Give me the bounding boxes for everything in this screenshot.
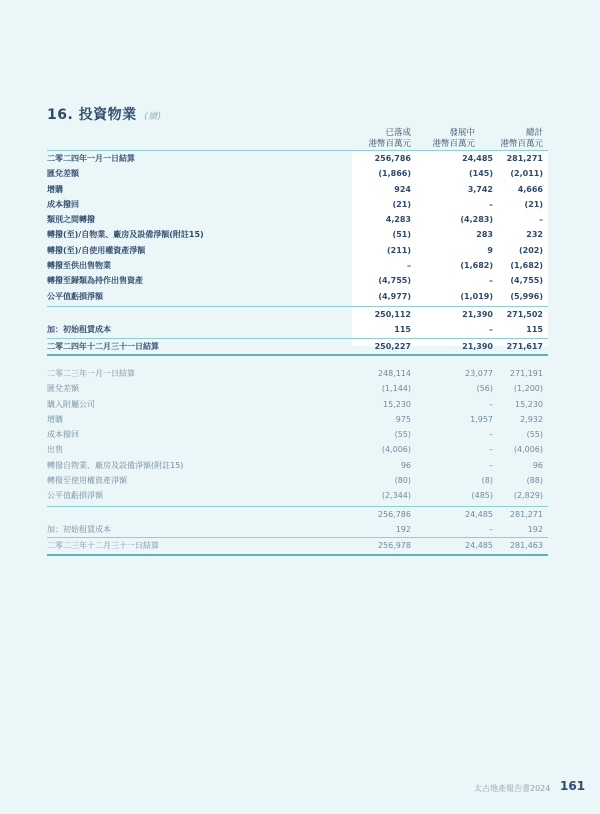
row-label: 加：初始租賃成本 [47, 524, 111, 534]
table-row [47, 488, 548, 503]
column-header-line1: 發展中 [449, 128, 475, 138]
table-row [47, 442, 548, 457]
cell-total: (55) [526, 430, 543, 440]
cell-completed: (80) [394, 476, 411, 486]
cell-completed: (4,006) [381, 445, 411, 455]
subtotal-row [47, 306, 548, 322]
cell-completed: 975 [395, 414, 411, 424]
column-header-under-development [420, 128, 475, 150]
cell-total: (2,829) [513, 491, 543, 501]
column-header-completed [352, 128, 411, 150]
table-row [47, 458, 548, 473]
table-row [47, 412, 548, 427]
cell-under-development: 3,742 [467, 184, 493, 194]
cell-total: 96 [532, 460, 543, 470]
cell-completed: 4,283 [385, 215, 411, 225]
row-label: 購入附屬公司 [47, 399, 95, 409]
cell-total: 281,271 [506, 154, 543, 163]
row-label: 公平值虧損淨額 [47, 491, 103, 501]
section-title [47, 104, 162, 124]
report-name: 太古地產報告書2024 [474, 784, 551, 793]
cell-under-development: 24,485 [465, 541, 493, 551]
section-number: 16. [47, 107, 74, 123]
page-number: 161 [560, 779, 586, 793]
cell-under-development: 9 [487, 245, 493, 255]
row-label: 成本撥回 [47, 430, 79, 440]
table-row [47, 381, 548, 396]
cell-completed: 250,112 [374, 309, 411, 319]
column-header-line2: 港幣百萬元 [432, 139, 475, 149]
cell-completed: (51) [392, 230, 411, 240]
table-row [47, 427, 548, 442]
cell-under-development: – [489, 399, 493, 409]
cell-under-development: 21,390 [462, 309, 493, 319]
cell-total: 271,617 [506, 341, 543, 351]
column-header-total [485, 128, 543, 150]
row-label: 增購 [47, 184, 63, 194]
cell-under-development: – [489, 325, 493, 335]
cell-total: 281,463 [509, 541, 543, 551]
row-label: 轉撥自物業、廠房及設備淨額(附註15) [47, 460, 184, 470]
cell-total: (21) [524, 199, 543, 209]
column-header-line2: 港幣百萬元 [368, 139, 411, 149]
cell-under-development: (8) [481, 476, 493, 486]
cell-completed: (2,344) [381, 491, 411, 501]
table-row [47, 151, 548, 166]
cell-total: 15,230 [515, 399, 543, 409]
cell-total: (4,755) [510, 276, 543, 286]
cell-total: – [539, 215, 543, 225]
cell-completed: (55) [394, 430, 411, 440]
cell-completed: 115 [394, 325, 411, 335]
cell-total: 115 [526, 325, 543, 335]
row-label: 二零二三年一月一日結算 [47, 369, 135, 378]
cell-completed: 256,786 [374, 154, 411, 163]
row-label: 二零二四年十二月三十一日結算 [47, 341, 159, 351]
cell-completed: 256,978 [377, 541, 411, 551]
table-row [47, 473, 548, 488]
cell-under-development: – [489, 276, 493, 286]
cell-under-development: (1,019) [460, 291, 493, 301]
cell-under-development: 1,957 [470, 414, 493, 424]
cell-under-development: (56) [476, 384, 493, 394]
subtotal-row [47, 506, 548, 522]
table-row [47, 212, 548, 227]
cell-completed: (4,755) [378, 276, 411, 286]
cell-completed: (211) [386, 245, 411, 255]
table-row [47, 258, 548, 273]
cell-under-development: (145) [468, 169, 493, 179]
cell-under-development: (485) [471, 491, 493, 501]
row-label: 轉撥(至)/自使用權資產淨額 [47, 245, 146, 255]
row-label: 轉撥至供出售物業 [47, 261, 111, 271]
cell-total: 2,932 [520, 414, 543, 424]
row-label: 加：初始租賃成本 [47, 325, 111, 335]
cell-completed: (1,866) [378, 169, 411, 179]
cell-total: 271,191 [509, 369, 543, 378]
table-row [47, 289, 548, 304]
row-label: 二零二三年十二月三十一日結算 [47, 541, 159, 551]
cell-completed: 192 [395, 524, 411, 534]
table-row [47, 243, 548, 258]
row-label: 類別之間轉撥 [47, 215, 95, 225]
cell-total: (2,011) [510, 169, 543, 179]
row-label: 出售 [47, 445, 63, 455]
cell-under-development: 21,390 [462, 341, 493, 351]
cell-completed: 256,786 [377, 509, 411, 519]
cell-total: 271,502 [506, 309, 543, 319]
table-row [47, 397, 548, 412]
row-label: 二零二四年一月一日結算 [47, 154, 135, 163]
cell-total: 4,666 [517, 184, 543, 194]
section-title-text: 投資物業 [78, 107, 137, 123]
cell-under-development: – [489, 460, 493, 470]
row-label: 成本撥回 [47, 199, 79, 209]
cell-total: (202) [518, 245, 543, 255]
add-row [47, 322, 548, 337]
cell-under-development: – [489, 445, 493, 455]
cell-total: (5,996) [510, 291, 543, 301]
cell-completed: 248,114 [377, 369, 411, 378]
cell-total: (1,200) [513, 384, 543, 394]
cell-completed: (21) [392, 199, 411, 209]
table-row [47, 273, 548, 288]
row-label: 匯兌差額 [47, 384, 79, 394]
row-label: 匯兌差額 [47, 169, 79, 179]
row-label: 公平值虧損淨額 [47, 291, 103, 301]
cell-under-development: – [489, 199, 493, 209]
column-header-line1: 已落成 [385, 128, 411, 138]
table-2024 [47, 150, 548, 356]
cell-completed: – [407, 261, 411, 271]
table-2023 [47, 366, 548, 556]
cell-under-development: (1,682) [460, 261, 493, 271]
cell-completed: 924 [394, 184, 411, 194]
row-label: 增購 [47, 414, 63, 424]
row-label: 轉撥至使用權資產淨額 [47, 476, 127, 486]
table-row [47, 227, 548, 242]
row-label: 轉撥至歸類為持作出售資產 [47, 276, 143, 286]
cell-completed: 15,230 [383, 399, 411, 409]
cell-total: (1,682) [510, 261, 543, 271]
table-row [47, 366, 548, 381]
cell-under-development: 23,077 [465, 369, 493, 378]
cell-under-development: – [489, 430, 493, 440]
cell-under-development: (4,283) [460, 215, 493, 225]
closing-row [47, 338, 548, 356]
cell-total: 281,271 [509, 509, 543, 519]
cell-total: 232 [526, 230, 543, 240]
cell-total: (4,006) [513, 445, 543, 455]
cell-completed: (1,144) [381, 384, 411, 394]
column-header-line1: 總計 [525, 128, 543, 138]
cell-under-development: 24,485 [462, 154, 493, 163]
cell-under-development: – [489, 524, 493, 534]
table-row [47, 197, 548, 212]
cell-total: 192 [527, 524, 543, 534]
cell-under-development: 24,485 [465, 509, 493, 519]
add-row [47, 522, 548, 537]
row-label: 轉撥(至)/自物業、廠房及設備淨額(附註15) [47, 230, 204, 240]
cell-under-development: 283 [476, 230, 493, 240]
cell-completed: 96 [400, 460, 411, 470]
continued-label: (續) [144, 112, 162, 122]
cell-total: (88) [526, 476, 543, 486]
cell-completed: 250,227 [374, 341, 411, 351]
closing-row [47, 537, 548, 555]
table-row [47, 182, 548, 197]
column-header-line2: 港幣百萬元 [500, 139, 543, 149]
table-row [47, 166, 548, 181]
cell-completed: (4,977) [378, 291, 411, 301]
